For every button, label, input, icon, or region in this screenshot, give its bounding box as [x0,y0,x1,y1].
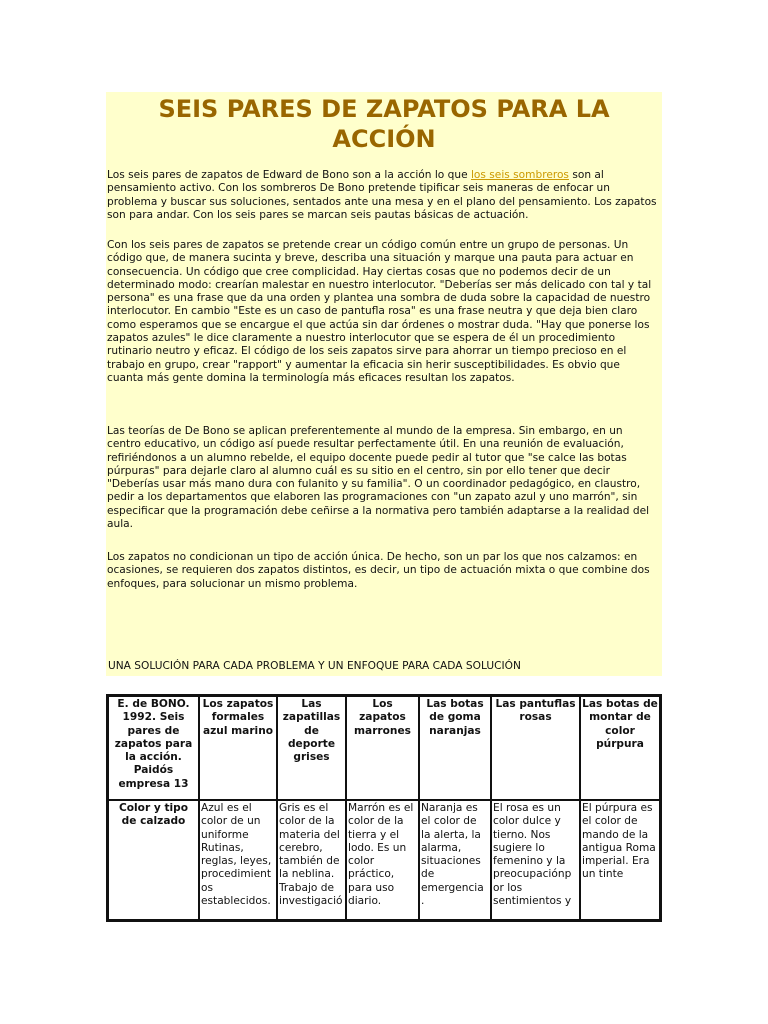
article-panel [106,92,662,676]
paragraph-3: Las teorías de De Bono se aplican preferentemente al mundo de la empresa. Sin embargo, en un centro educativo, un código así puede resultar perfectamente útil. En una reunión de evaluación, refiriéndonos a un alumno rebelde, el equipo docente puede pedir al tutor que "se calce las botas púrpuras" para dejarle claro al alumno cuál es su sitio en el centro, sin por ello tener que decir "Deberías usar más mano dura con fulanito y su familia". O un coordinador pedagógico, en claustro, pedir a los departamentos que elaboren las programaciones con "un zapato azul y uno marrón", sin especificar que la programación debe ceñirse a la normativa pero también adaptarse a la realidad del aula. [107,425,650,531]
table-header-row [108,696,660,800]
cell-gris [277,800,346,920]
header-azul-marino: Los zapatos formales azul marino [199,696,277,800]
section-tagline: UNA SOLUCIÓN PARA CADA PROBLEMA Y UN ENFOQUE PARA CADA SOLUCIÓN [108,660,521,672]
cell-rosa-text: El rosa es un color dulce y tierno. Nos sugiere lo femenino y la preocupaciónp or los sentimientos y [493,802,572,908]
header-purpura: Las botas de montar de color púrpura [580,696,660,800]
page-title: SEIS PARES DE ZAPATOS PARA LA ACCIÓN [158,95,610,153]
header-rosas: Las pantuflas rosas [491,696,580,800]
cell-marron [346,800,419,920]
paragraph-1 [107,169,659,222]
header-source: E. de BONO. 1992. Seis pares de zapatos para la acción. Paidós empresa 13 [108,696,199,800]
header-grises: Las zapatillas de deporte grises [277,696,346,800]
cell-naranja [419,800,491,920]
cell-rosa [491,800,580,920]
cell-azul-text: Azul es el color de un uniforme Rutinas, reglas, leyes, procedimient os establecidos. [201,802,272,908]
cell-gris-text: Gris es el color de la materia del cerebro, también de la neblina. Trabajo de investigació [279,802,343,908]
seis-sombreros-link[interactable]: los seis sombreros [470,169,569,181]
cell-marron-text: Marrón es el color de la tierra y el lodo. Es un color práctico, para uso diario. [348,802,414,908]
cell-naranja-text: Naranja es el color de la alerta, la alarma, situaciones de emergencia . [421,802,484,908]
row-label: Color y tipo de calzado [108,800,199,920]
header-naranjas: Las botas de goma naranjas [419,696,491,800]
shoes-table-wrapper [106,694,662,922]
header-marrones: Los zapatos marrones [346,696,419,800]
table-row [108,800,660,920]
cell-azul [199,800,277,920]
paragraph-2: Con los seis pares de zapatos se pretende crear un código común entre un grupo de personas. Un código que, de manera sucinta y breve, describa una situación y marque una pauta para actuar en consecuencia. Un código que cree complicidad. Hay ciertas cosas que no podemos decir de un determinado modo: crearían malestar en nuestro interlocutor. "Deberías ser más delicado con tal y tal persona" es una frase que da una orden y plantea una sombra de duda sobre la capacidad de nuestro interlocutor. En cambio "Este es un caso de pantufla rosa" es una frase neutra y que deja bien claro como esperamos que se encargue el que actúa sin dar órdenes o mostrar duda. "Hay que ponerse los zapatos azules" le dice claramente a nuestro interlocutor que se espera de él un procedimiento rutinario neutro y eficaz. El código de los seis zapatos sirve para ahorrar un tiempo precioso en el trabajo en grupo, crear "rapport" y aumentar la eficacia sin herir susceptibilidades. Es obvio que cuanta más gente domina la terminología más eficaces resultan los zapatos. [107,239,652,384]
paragraph-1-text-a: Los seis pares de zapatos de Edward de Bono son a la acción lo que [107,169,471,181]
paragraph-1-text-b: son al pensamiento activo. Con los sombreros De Bono pretende tipificar seis maneras de enfocar un problema y buscar sus soluciones, sentados ante una mesa y en el plano del pensamiento. Los zapatos son para andar. Con los seis pares se marcan seis pautas básicas de actuación. [107,169,657,221]
paragraph-4: Los zapatos no condicionan un tipo de acción única. De hecho, son un par los que nos calzamos: en ocasiones, se requieren dos zapatos distintos, es decir, un tipo de actuación mixta o que combine dos enfoques, para solucionar un mismo problema. [107,551,650,590]
shoes-table [106,694,662,922]
cell-purpura [580,800,660,920]
cell-purpura-text: El púrpura es el color de mando de la antigua Roma imperial. Era un tinte [582,802,656,881]
